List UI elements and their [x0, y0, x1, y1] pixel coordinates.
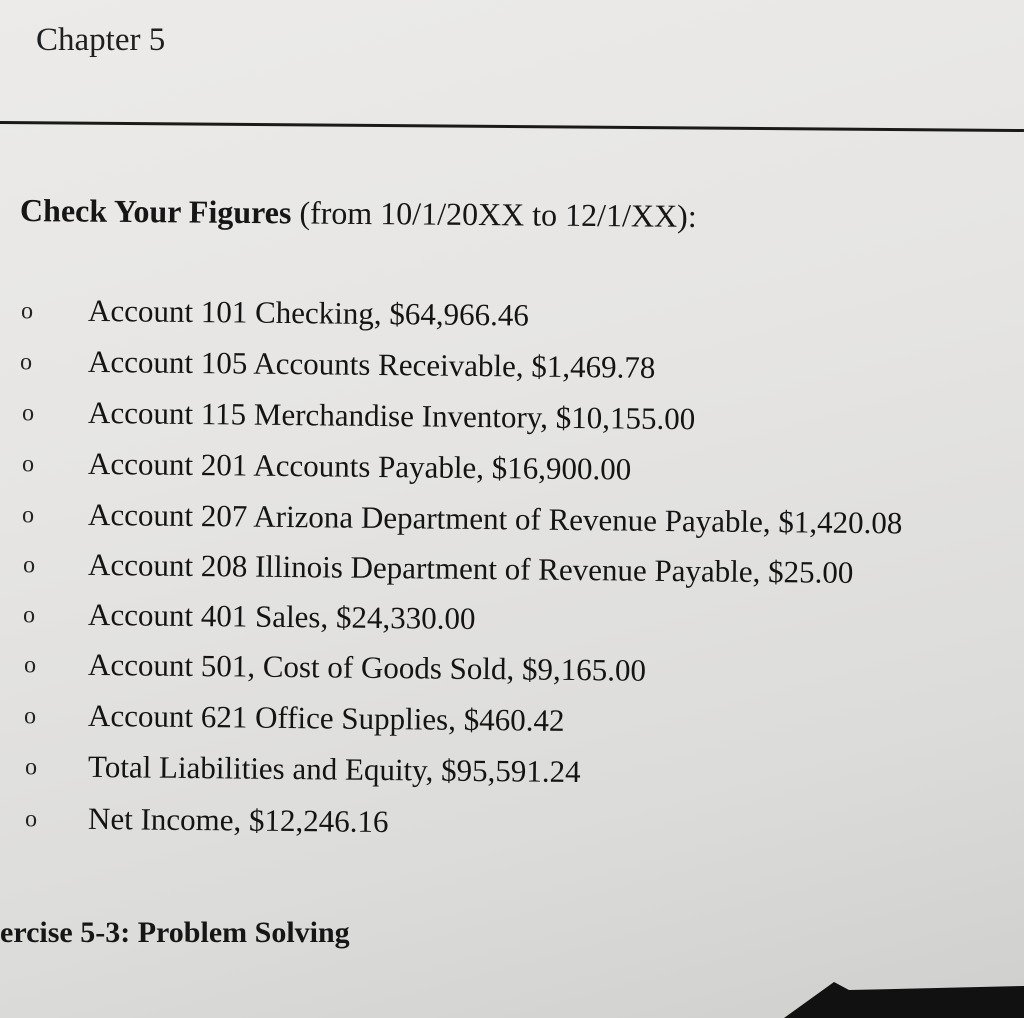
exercise-heading: ercise 5-3: Problem Solving: [0, 916, 350, 949]
list-item-text: Account 101 Checking, $64,966.46: [87, 292, 530, 333]
list-item: [0, 748, 1000, 802]
bullet-icon: o: [21, 502, 35, 529]
list-item-text: Account 501, Cost of Goods Sold, $9,165.00: [87, 646, 647, 688]
bullet-icon: o: [21, 451, 35, 478]
list-item-text: Account 201 Accounts Payable, $16,900.00: [87, 445, 632, 487]
list-item: [0, 596, 1000, 650]
list-item: [0, 496, 1000, 550]
list-item: [0, 394, 1000, 448]
bullet-icon: o: [24, 754, 38, 781]
bullet-icon: o: [24, 806, 38, 833]
bullet-icon: o: [22, 602, 36, 629]
list-item-text: Account 105 Accounts Receivable, $1,469.78: [87, 343, 656, 385]
bullet-icon: o: [20, 298, 34, 325]
list-item: [0, 646, 1000, 700]
chapter-label: Chapter 5: [36, 22, 166, 58]
bullet-icon: o: [23, 703, 37, 730]
bullet-icon: o: [19, 349, 33, 376]
list-item: [0, 343, 1000, 397]
list-item-text: Total Liabilities and Equity, $95,591.24: [87, 748, 581, 790]
check-figures-date-range: (from 10/1/20XX to 12/1/XX):: [291, 194, 697, 234]
list-item-text: Account 621 Office Supplies, $460.42: [87, 697, 565, 738]
list-item: [0, 445, 1000, 499]
bullet-icon: o: [22, 552, 36, 579]
arrow-icon: [774, 958, 1024, 1018]
list-item-text: Account 208 Illinois Department of Revenue Payable, $25.00: [87, 546, 854, 590]
bullet-icon: o: [21, 400, 35, 427]
list-item: [0, 800, 1000, 854]
list-item: [0, 546, 1000, 600]
check-figures-title: Check Your Figures: [19, 192, 292, 231]
list-item-text: Account 401 Sales, $24,330.00: [87, 596, 476, 636]
list-item-text: Account 207 Arizona Department of Revenue Payable, $1,420.08: [87, 496, 903, 541]
list-item: [0, 292, 1000, 346]
bullet-icon: o: [23, 652, 37, 679]
list-item-text: Net Income, $12,246.16: [87, 800, 389, 840]
list-item: [0, 697, 1000, 751]
list-item-text: Account 115 Merchandise Inventory, $10,155.00: [87, 394, 696, 437]
